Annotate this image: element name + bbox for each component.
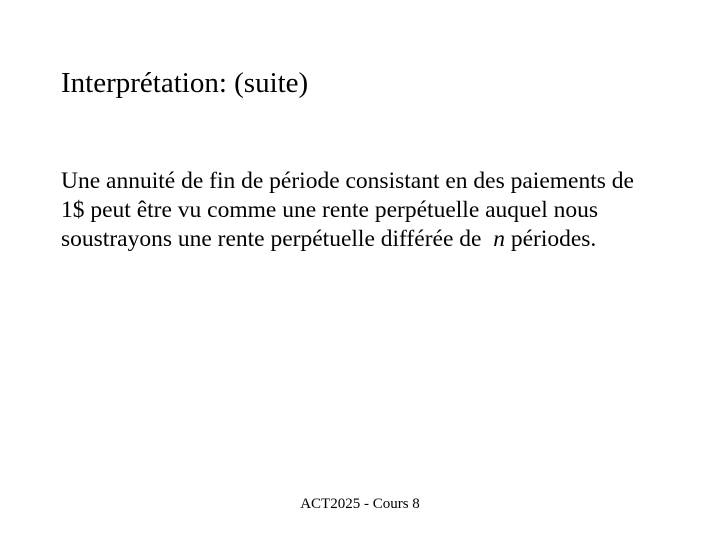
slide-body (61, 167, 686, 254)
body-line-3-end: périodes. (504, 226, 597, 252)
variable-n: n (493, 226, 505, 252)
body-line-1: Une annuité de fin de période consistant en des paiements de (61, 168, 634, 194)
body-line-3 (61, 225, 686, 254)
slide-title: Interprétation: (suite) (61, 67, 309, 99)
body-line-2: 1$ peut être vu comme une rente perpétuelle auquel nous (61, 197, 599, 223)
slide-footer: ACT2025 - Cours 8 (300, 496, 420, 512)
body-line-3-text: soustrayons une rente perpétuelle différée de (61, 226, 494, 252)
